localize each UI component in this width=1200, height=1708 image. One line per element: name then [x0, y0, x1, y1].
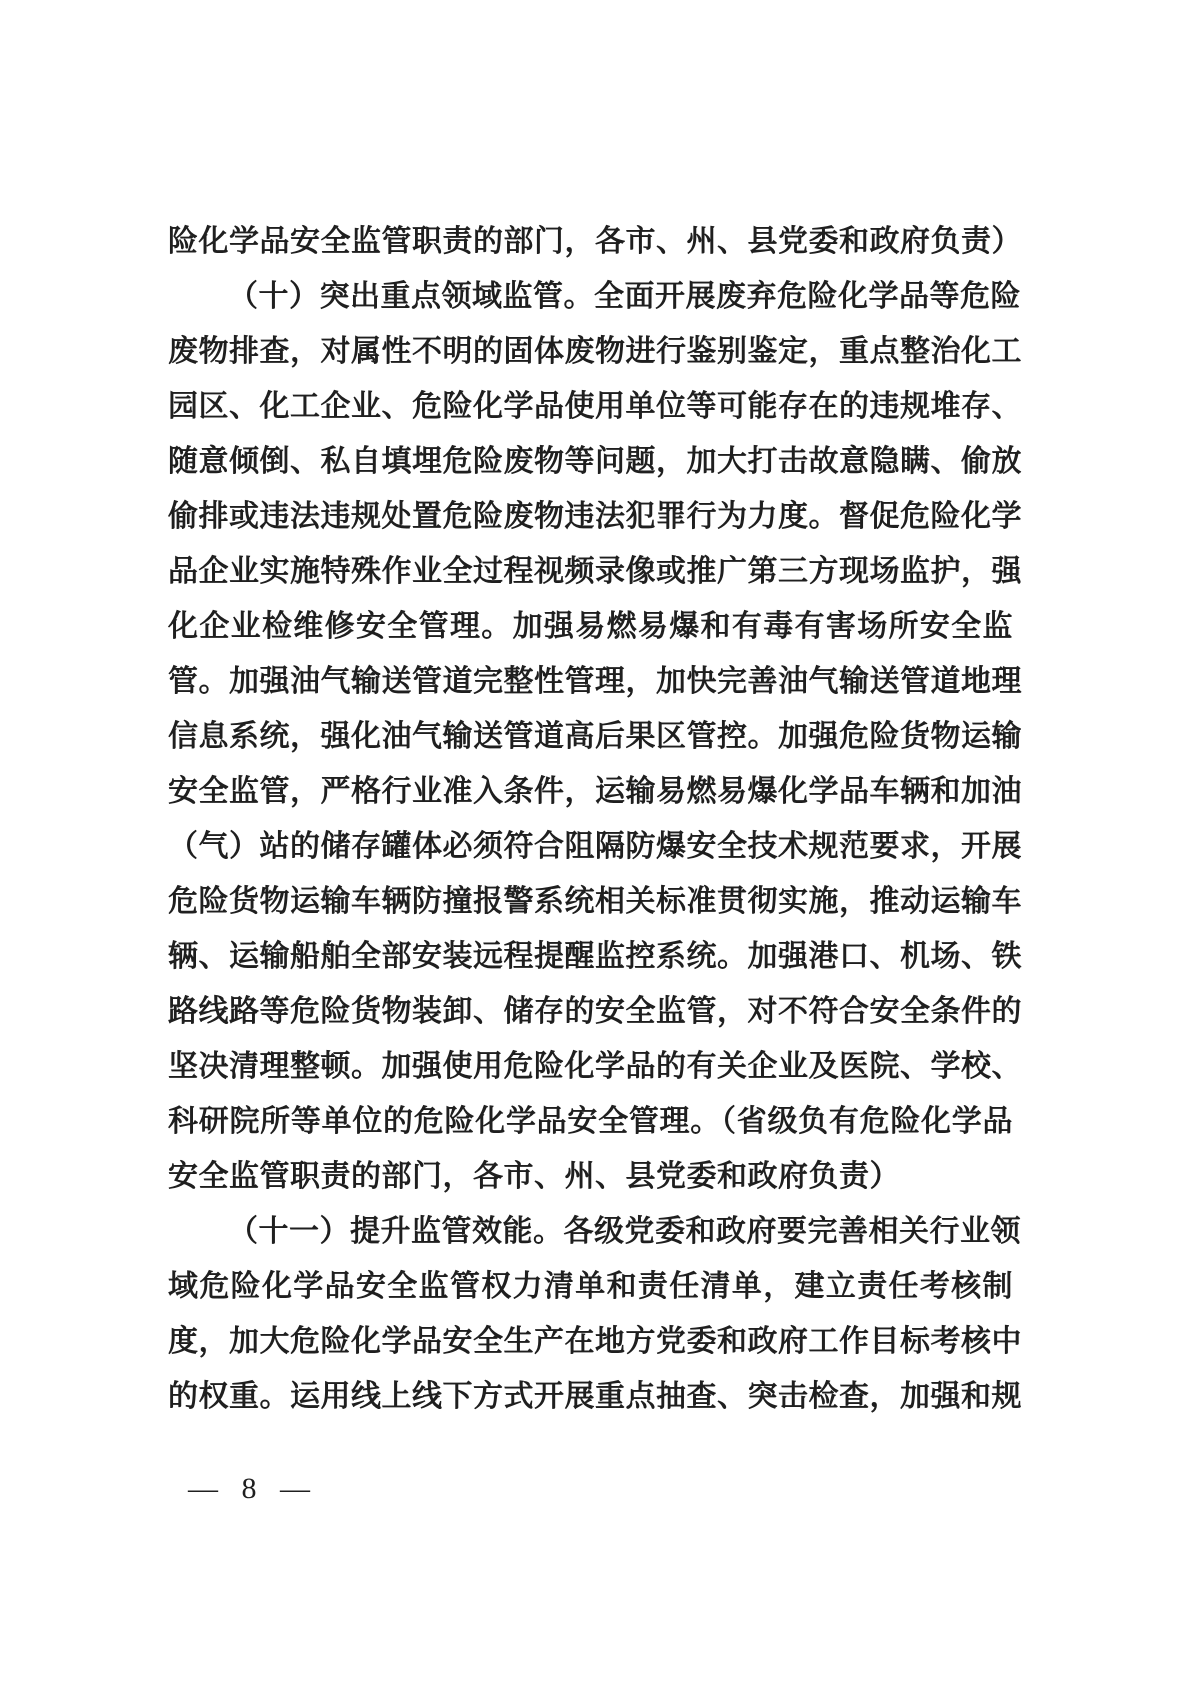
text-line: 废物排查，对属性不明的固体废物进行鉴别鉴定，重点整治化工: [168, 334, 1022, 369]
text-line: 险化学品安全监管职责的部门，各市、州、县党委和政府负责）: [168, 224, 1022, 259]
text-line: 偷排或违法违规处置危险废物违法犯罪行为力度。督促危险化学: [168, 499, 1022, 534]
text-line: 域危险化学品安全监管权力清单和责任清单，建立责任考核制: [168, 1269, 1013, 1304]
section-heading-line: （十）突出重点领域监管。全面开展废弃危险化学品等危险: [228, 279, 1021, 314]
text-line: 坚决清理整顿。加强使用危险化学品的有关企业及医院、学校、: [168, 1049, 1022, 1084]
text-line: 科研院所等单位的危险化学品安全管理。（省级负有危险化学品: [168, 1104, 1013, 1139]
text-line: 的权重。运用线上线下方式开展重点抽查、突击检查，加强和规: [168, 1379, 1022, 1414]
body-text: [168, 214, 1022, 1424]
text-line: 管。加强油气输送管道完整性管理，加快完善油气输送管道地理: [168, 664, 1022, 699]
text-line: 危险货物运输车辆防撞报警系统相关标准贯彻实施，推动运输车: [168, 884, 1022, 919]
text-line: 园区、化工企业、危险化学品使用单位等可能存在的违规堆存、: [168, 389, 1022, 424]
page-number: — 8 —: [188, 1472, 318, 1505]
text-line: 化企业检维修安全管理。加强易燃易爆和有毒有害场所安全监: [168, 609, 1013, 644]
text-line: 安全监管，严格行业准入条件，运输易燃易爆化学品车辆和加油: [168, 774, 1022, 809]
text-line: 信息系统，强化油气输送管道高后果区管控。加强危险货物运输: [168, 719, 1022, 754]
section-heading-line: （十一）提升监管效能。各级党委和政府要完善相关行业领: [228, 1214, 1021, 1249]
text-line: 安全监管职责的部门，各市、州、县党委和政府负责）: [168, 1159, 900, 1194]
text-line: （气）站的储存罐体必须符合阻隔防爆安全技术规范要求，开展: [168, 829, 1022, 864]
text-line: 度，加大危险化学品安全生产在地方党委和政府工作目标考核中: [168, 1324, 1022, 1359]
text-line: 辆、运输船舶全部安装远程提醒监控系统。加强港口、机场、铁: [168, 939, 1022, 974]
text-line: 随意倾倒、私自填埋危险废物等问题，加大打击故意隐瞒、偷放: [168, 444, 1022, 479]
text-line: 路线路等危险货物装卸、储存的安全监管，对不符合安全条件的: [168, 994, 1022, 1029]
text-line: 品企业实施特殊作业全过程视频录像或推广第三方现场监护，强: [168, 554, 1022, 589]
